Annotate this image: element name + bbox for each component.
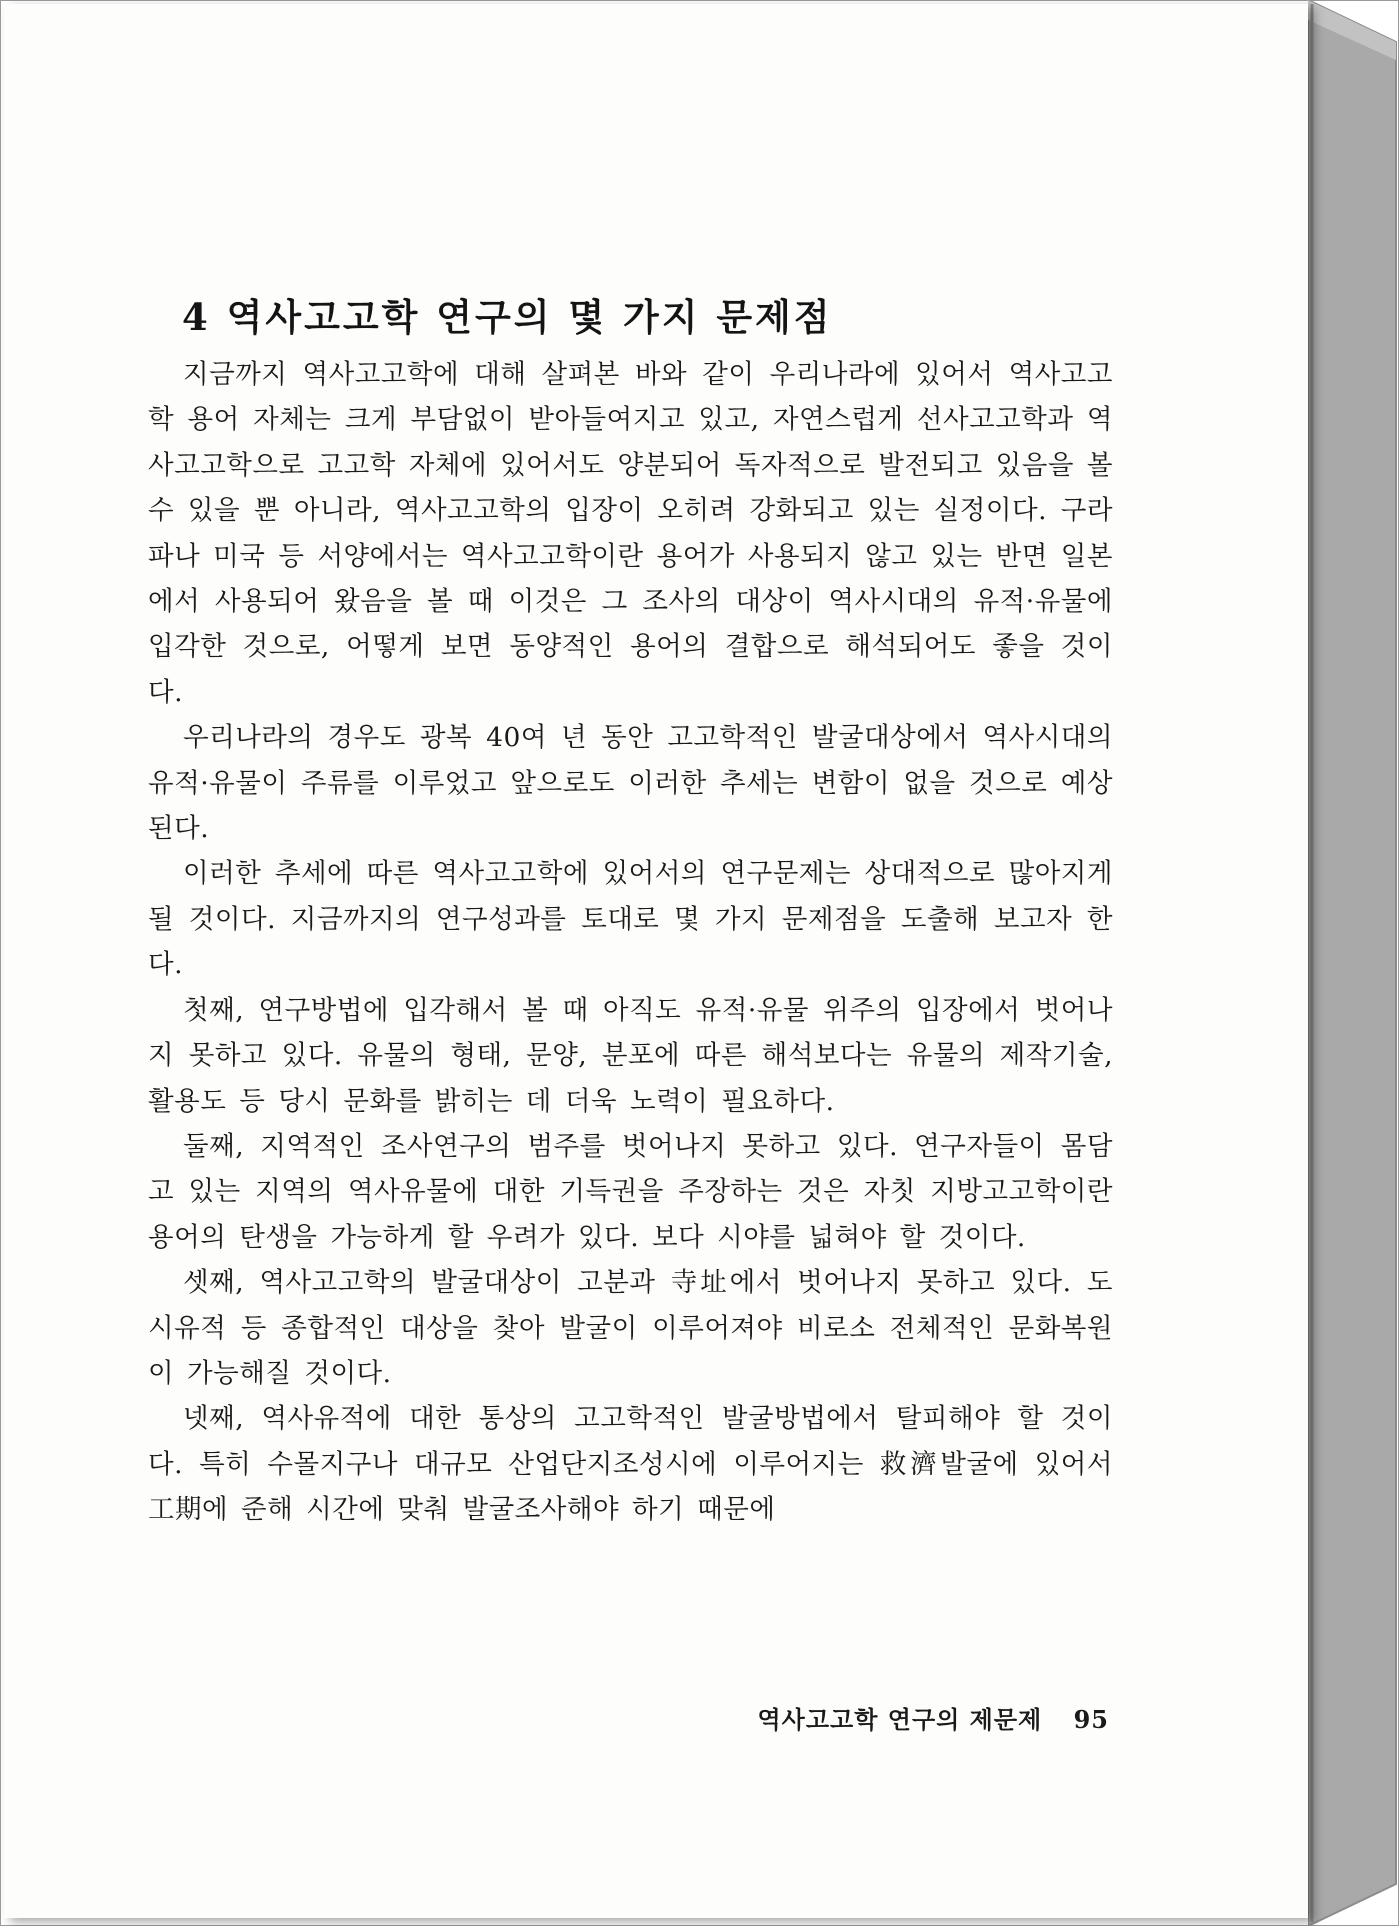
paragraph: 둘째, 지역적인 조사연구의 범주를 벗어나지 못하고 있다. 연구자들이 몸담고 있는 지역의 역사유물에 대한 기득권을 주장하는 것은 자칫 지방고고학이란 용어의 탄생을 가능하게 할 우려가 있다. 보다 시야를 넓혀야 할 것이다. (148, 1130, 1113, 1253)
paragraph: 우리나라의 경우도 광복 40여 년 동안 고고학적인 발굴대상에서 역사시대의 유적·유물이 주류를 이루었고 앞으로도 이러한 추세는 변함이 없을 것으로 예상된다. (148, 722, 1113, 845)
paragraph: 셋째, 역사고고학의 발굴대상이 고분과 寺址에서 벗어나지 못하고 있다. 도시유적 등 종합적인 대상을 찾아 발굴이 이루어져야 비로소 전체적인 문화복원이 가능해질 것이다. (148, 1267, 1113, 1389)
page-footer (758, 1700, 1110, 1735)
paragraph: 지금까지 역사고고학에 대해 살펴본 바와 같이 우리나라에 있어서 역사고고학 용어 자체는 크게 부담없이 받아들여지고 있고, 자연스럽게 선사고고학과 역사고고학으로 고고학 자체에 있어서도 양분되어 독자적으로 발전되고 있음을 볼 수 있을 뿐 아니라, 역사고고학의 입장이 오히려 강화되고 있는 실정이다. 구라파나 미국 등 서양에서는 역사고고학이란 용어가 사용되지 않고 있는 반면 일본에서 사용되어 왔음을 볼 때 이것은 그 조사의 대상이 역사시대의 유적·유물에 입각한 것으로, 어떻게 보면 동양적인 용어의 결합으로 해석되어도 좋을 것이다. (148, 359, 1113, 708)
book-edge (1308, 0, 1399, 1926)
paragraph: 넷째, 역사유적에 대한 통상의 고고학적인 발굴방법에서 탈피해야 할 것이다. 특히 수몰지구나 대규모 산업단지조성시에 이루어지는 救濟발굴에 있어서 工期에 준해 시간에 맞춰 발굴조사해야 하기 때문에 (148, 1403, 1113, 1526)
paragraph: 첫째, 연구방법에 입각해서 볼 때 아직도 유적·유물 위주의 입장에서 벗어나지 못하고 있다. 유물의 형태, 문양, 분포에 따른 해석보다는 유물의 제작기술, 활용도 등 당시 문화를 밝히는 데 더욱 노력이 필요하다. (148, 994, 1113, 1117)
section-title: 4 역사고고학 연구의 몇 가지 문제점 (182, 294, 833, 339)
paragraph: 이러한 추세에 따른 역사고고학에 있어서의 연구문제는 상대적으로 많아지게 될 것이다. 지금까지의 연구성과를 토대로 몇 가지 문제점을 도출해 보고자 한다. (148, 858, 1113, 981)
page-number: 95 (1073, 1705, 1109, 1734)
running-title: 역사고고학 연구의 제문제 (757, 1705, 1043, 1734)
body-text (148, 352, 1113, 1533)
